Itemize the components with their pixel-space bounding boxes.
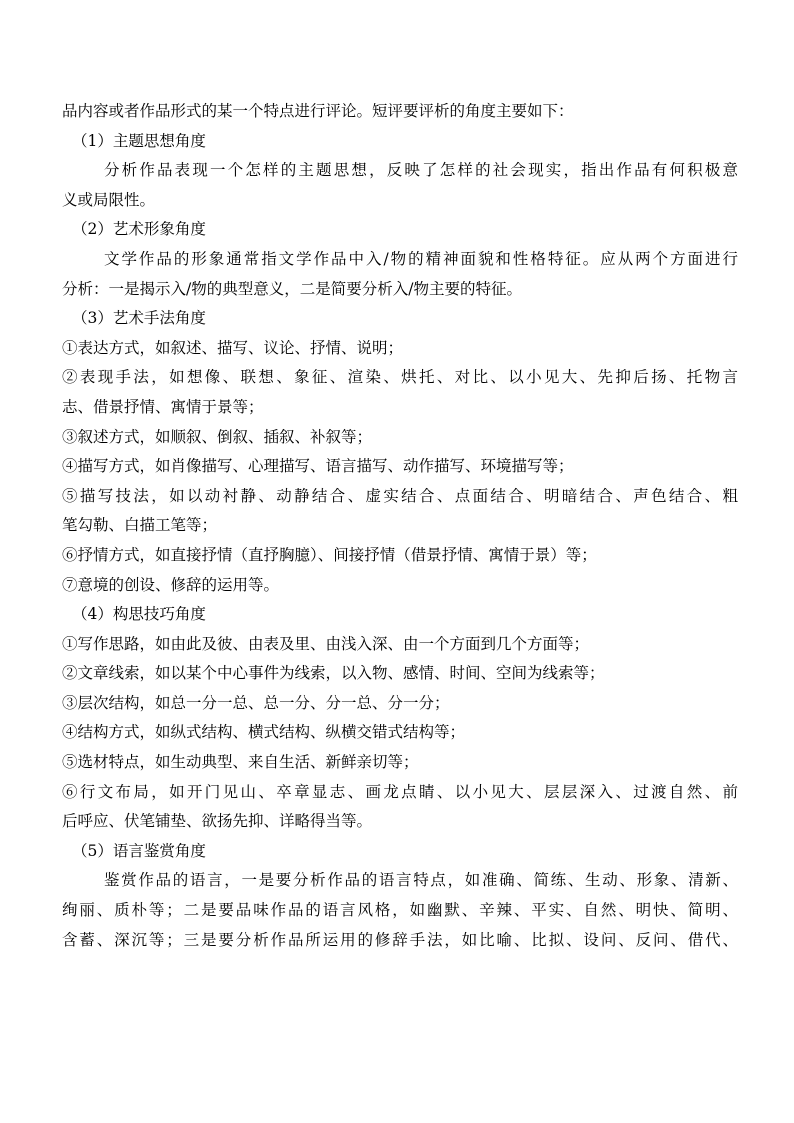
list-item: ⑤选材特点，如生动典型、来自生活、新鲜亲切等； — [62, 753, 419, 772]
list-item: ⑤描写技法，如以动衬静、动静结合、虚实结合、点面结合、明暗结合、声色结合、粗 — [62, 486, 738, 505]
section-heading-structure: （4）构思技巧角度 — [72, 605, 206, 624]
paragraph-line: 鉴赏作品的语言，一是要分析作品的语言特点，如准确、简练、生动、形象、清新、 — [104, 871, 738, 890]
section-heading-theme: （1）主题思想角度 — [72, 131, 206, 150]
list-item-continuation: 笔勾勒、白描工笔等； — [62, 516, 218, 535]
paragraph-line: 文学作品的形象通常指文学作品中入/物的精神面貌和性格特征。应从两个方面进行 — [104, 249, 738, 268]
list-item: ②文章线索，如以某个中心事件为线索，以入物、感情、时间、空间为线索等； — [62, 664, 605, 683]
list-item-continuation: 志、借景抒情、寓情于景等； — [62, 397, 264, 416]
paragraph-continuation: 品内容或者作品形式的某一个特点进行评论。短评要评析的角度主要如下： — [62, 102, 574, 120]
paragraph-line: 绚丽、质朴等；二是要品味作品的语言风格，如幽默、辛辣、平实、自然、明快、简明、 — [62, 901, 738, 920]
paragraph-line: 义或局限性。 — [62, 190, 156, 209]
paragraph-line: 分析作品表现一个怎样的主题思想，反映了怎样的社会现实，指出作品有何积极意 — [104, 161, 738, 180]
section-heading-technique: （3）艺术手法角度 — [72, 309, 206, 328]
section-heading-image: （2）艺术形象角度 — [72, 220, 206, 239]
paragraph-line: 含蓄、深沉等；三是要分析作品所运用的修辞手法，如比喻、比拟、设问、反问、借代、 — [62, 930, 738, 949]
list-item: ⑦意境的创设、修辞的运用等。 — [62, 575, 280, 594]
list-item: ④描写方式，如肖像描写、心理描写、语言描写、动作描写、环境描写等； — [62, 457, 574, 476]
list-item: ⑥抒情方式，如直接抒情（直抒胸臆）、间接抒情（借景抒情、寓情于景）等； — [62, 545, 597, 564]
list-item: ②表现手法，如想像、联想、象征、渲染、烘托、对比、以小见大、先抑后扬、托物言 — [62, 368, 738, 387]
section-heading-language: （5）语言鉴赏角度 — [72, 841, 206, 860]
list-item-continuation: 后呼应、伏笔铺垫、欲扬先抑、详略得当等。 — [62, 812, 373, 831]
list-item: ①表达方式，如叙述、描写、议论、抒情、说明； — [62, 338, 404, 357]
list-item: ④结构方式，如纵式结构、横式结构、纵横交错式结构等； — [62, 723, 466, 742]
list-item: ③层次结构，如总一分一总、总一分、分一总、分一分； — [62, 693, 450, 712]
paragraph-line: 分析：一是揭示入/物的典型意义，二是简要分析入/物主要的特征。 — [62, 279, 522, 298]
list-item: ①写作思路，如由此及彼、由表及里、由浅入深、由一个方面到几个方面等； — [62, 634, 590, 653]
list-item: ⑥行文布局，如开门见山、卒章显志、画龙点睛、以小见大、层层深入、过渡自然、前 — [62, 782, 738, 801]
document-page — [62, 97, 738, 955]
list-item: ③叙述方式，如顺叙、倒叙、插叙、补叙等； — [62, 427, 373, 446]
